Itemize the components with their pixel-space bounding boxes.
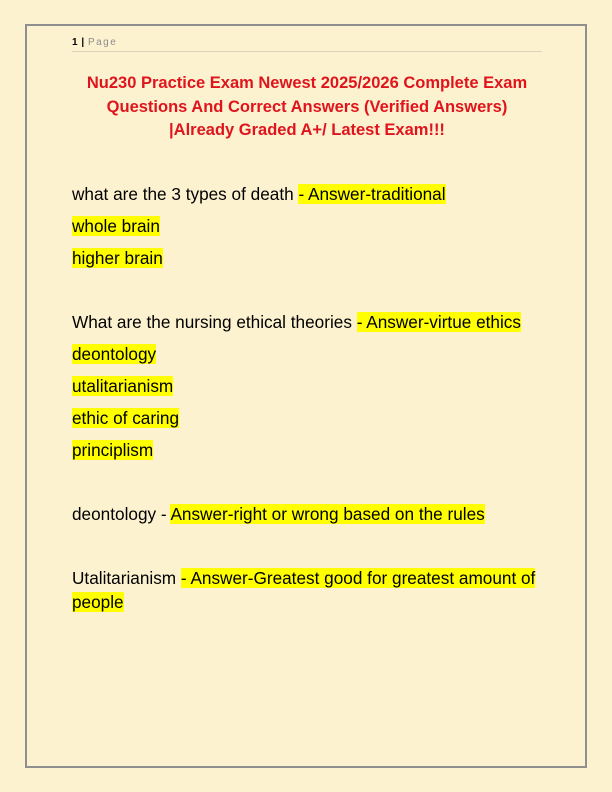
qa-block bbox=[72, 182, 542, 270]
answer-extra: whole brain bbox=[72, 216, 160, 236]
answer-text: - Answer-traditional bbox=[298, 184, 446, 204]
answer-extra: deontology bbox=[72, 344, 157, 364]
answer-extra-line bbox=[72, 374, 542, 398]
answer-text: - Answer-Greatest good for greatest amount of people bbox=[72, 568, 536, 612]
answer-extra-line bbox=[72, 438, 542, 462]
answer-extra: utalitarianism bbox=[72, 376, 174, 396]
answer-extra: ethic of caring bbox=[72, 408, 180, 428]
answer-extra: higher brain bbox=[72, 248, 163, 268]
question-text: deontology - bbox=[72, 504, 171, 524]
qa-line bbox=[72, 182, 542, 206]
answer-text: - Answer-virtue ethics bbox=[356, 312, 521, 332]
document-body bbox=[72, 182, 542, 614]
qa-block bbox=[72, 566, 542, 614]
qa-block bbox=[72, 310, 542, 462]
answer-extra-line bbox=[72, 406, 542, 430]
header-separator: | bbox=[81, 37, 85, 48]
question-text: What are the nursing ethical theories bbox=[72, 312, 357, 332]
spacer bbox=[72, 270, 542, 310]
spacer bbox=[72, 462, 542, 502]
document-title: Nu230 Practice Exam Newest 2025/2026 Complete Exam Questions And Correct Answers (Verified Answers) |Already Graded A+/ Latest Exam!!! bbox=[86, 74, 528, 139]
question-text: what are the 3 types of death bbox=[72, 184, 299, 204]
answer-extra-line bbox=[72, 214, 542, 238]
answer-text: Answer-right or wrong based on the rules bbox=[170, 504, 485, 524]
qa-line bbox=[72, 502, 542, 526]
answer-extra: principlism bbox=[72, 440, 154, 460]
page-number: 1 bbox=[72, 37, 78, 48]
spacer bbox=[72, 526, 542, 566]
qa-line bbox=[72, 566, 542, 614]
page-label: Page bbox=[87, 37, 118, 48]
question-text: Utalitarianism bbox=[72, 568, 181, 588]
answer-extra-line bbox=[72, 342, 542, 366]
page-header bbox=[72, 35, 542, 52]
answer-extra-line bbox=[72, 246, 542, 270]
qa-block bbox=[72, 502, 542, 526]
qa-line bbox=[72, 310, 542, 334]
